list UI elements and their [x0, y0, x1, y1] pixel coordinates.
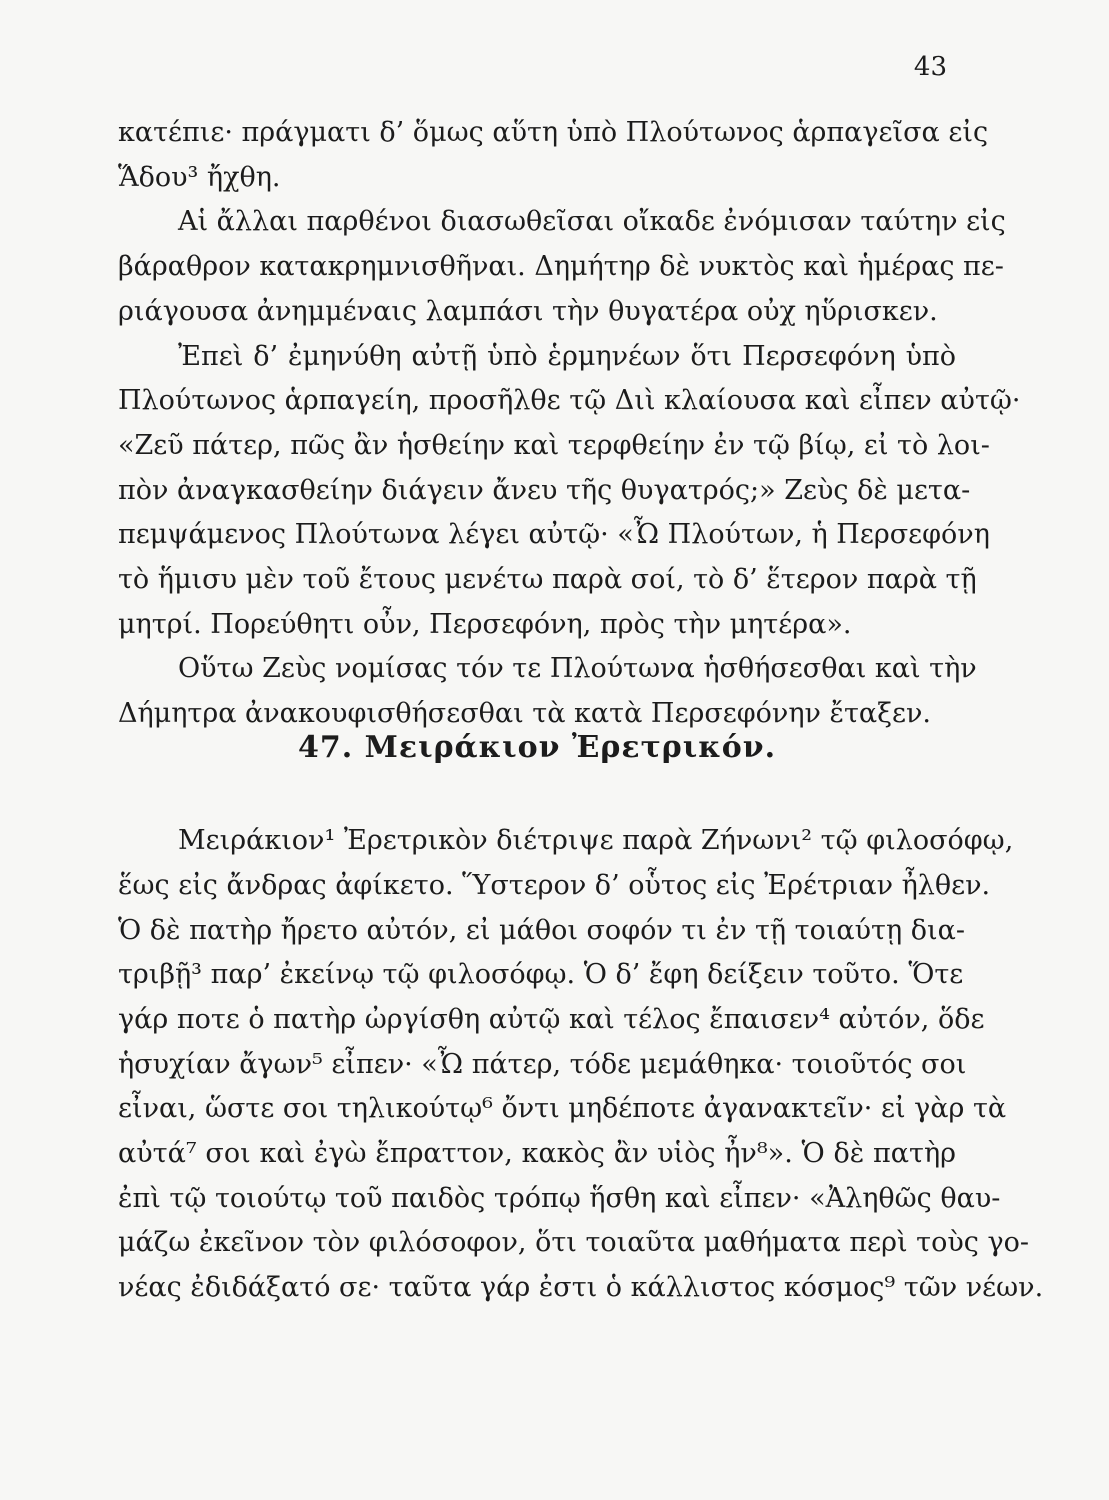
text-line: Πλούτωνος ἁρπαγείη, προσῆλθε τῷ Διὶ κλαίουσα καὶ εἶπεν αὐτῷ·: [118, 385, 1021, 416]
text-line: γάρ ποτε ὁ πατὴρ ὠργίσθη αὐτῷ καὶ τέλος ἔπαισεν⁴ αὐτόν, ὅδε: [118, 1004, 985, 1035]
text-line: πὸν ἀναγκασθείην διάγειν ἄνευ τῆς θυγατρός;» Ζεὺς δὲ μετα-: [118, 475, 971, 506]
page-number: 43: [913, 52, 947, 82]
text-line: εἶναι, ὥστε σοι τηλικούτῳ⁶ ὄντι μηδέποτε ἀγανακτεῖν· εἰ γὰρ τὰ: [118, 1093, 1007, 1124]
text-line: μάζω ἐκεῖνον τὸν φιλόσοφον, ὅτι τοιαῦτα μαθήματα περὶ τοὺς γο-: [118, 1227, 1029, 1258]
text-line: Μειράκιον¹ Ἐρετρικὸν διέτριψε παρὰ Ζήνωνι² τῷ φιλοσόφῳ,: [178, 825, 1014, 856]
text-line: Ὁ δὲ πατὴρ ἤρετο αὐτόν, εἰ μάθοι σοφόν τι ἐν τῇ τοιαύτῃ δια-: [118, 915, 965, 946]
text-line: ἐπὶ τῷ τοιούτῳ τοῦ παιδὸς τρόπῳ ἥσθη καὶ εἶπεν· «Ἀληθῶς θαυ-: [118, 1183, 1001, 1214]
text-line: ἕως εἰς ἄνδρας ἀφίκετο. Ὕστερον δ’ οὗτος εἰς Ἐρέτριαν ἦλθεν.: [118, 870, 991, 901]
section-heading: 47. Μειράκιον Ἐρετρικόν.: [297, 730, 777, 765]
text-line: μητρί. Πορεύθητι οὖν, Περσεφόνη, πρὸς τὴν μητέρα».: [118, 609, 852, 640]
text-line: Οὕτω Ζεὺς νομίσας τόν τε Πλούτωνα ἡσθήσεσθαι καὶ τὴν: [178, 653, 977, 684]
text-line: τριβῇ³ παρ’ ἐκείνῳ τῷ φιλοσόφῳ. Ὁ δ’ ἔφη δείξειν τοῦτο. Ὅτε: [118, 959, 964, 990]
text-line: Αἱ ἄλλαι παρθένοι διασωθεῖσαι οἴκαδε ἐνόμισαν ταύτην εἰς: [178, 206, 1006, 237]
text-line: αὐτά⁷ σοι καὶ ἐγὼ ἔπραττον, κακὸς ἂν υἱὸς ἦν⁸». Ὁ δὲ πατὴρ: [118, 1138, 956, 1169]
text-line: τὸ ἥμισυ μὲν τοῦ ἔτους μενέτω παρὰ σοί, τὸ δ’ ἕτερον παρὰ τῇ: [118, 564, 977, 595]
text-line: βάραθρον κατακρημνισθῆναι. Δημήτηρ δὲ νυκτὸς καὶ ἡμέρας πε-: [118, 251, 1004, 282]
text-line: Δήμητρα ἀνακουφισθήσεσθαι τὰ κατὰ Περσεφόνην ἔταξεν.: [118, 698, 932, 729]
text-line: ἡσυχίαν ἄγων⁵ εἶπεν· «Ὦ πάτερ, τόδε μεμάθηκα· τοιοῦτός σοι: [118, 1049, 967, 1080]
text-line: νέας ἐδιδάξατό σε· ταῦτα γάρ ἐστι ὁ κάλλιστος κόσμος⁹ τῶν νέων.: [118, 1272, 1044, 1303]
text-line: «Ζεῦ πάτερ, πῶς ἂν ἡσθείην καὶ τερφθείην ἐν τῷ βίῳ, εἰ τὸ λοι-: [118, 430, 990, 461]
text-line: Ἐπεὶ δ’ ἐμηνύθη αὐτῇ ὑπὸ ἑρμηνέων ὅτι Περσεφόνη ὑπὸ: [178, 341, 956, 372]
text-line: Ἅδου³ ἤχθη.: [118, 162, 281, 193]
text-line: πεμψάμενος Πλούτωνα λέγει αὐτῷ· «Ὦ Πλούτων, ἡ Περσεφόνη: [118, 519, 990, 550]
text-line: κατέπιε· πράγματι δ’ ὅμως αὕτη ὑπὸ Πλούτωνος ἁρπαγεῖσα εἰς: [118, 117, 989, 148]
text-line: ριάγουσα ἀνημμέναις λαμπάσι τὴν θυγατέρα οὐχ ηὕρισκεν.: [118, 296, 938, 327]
